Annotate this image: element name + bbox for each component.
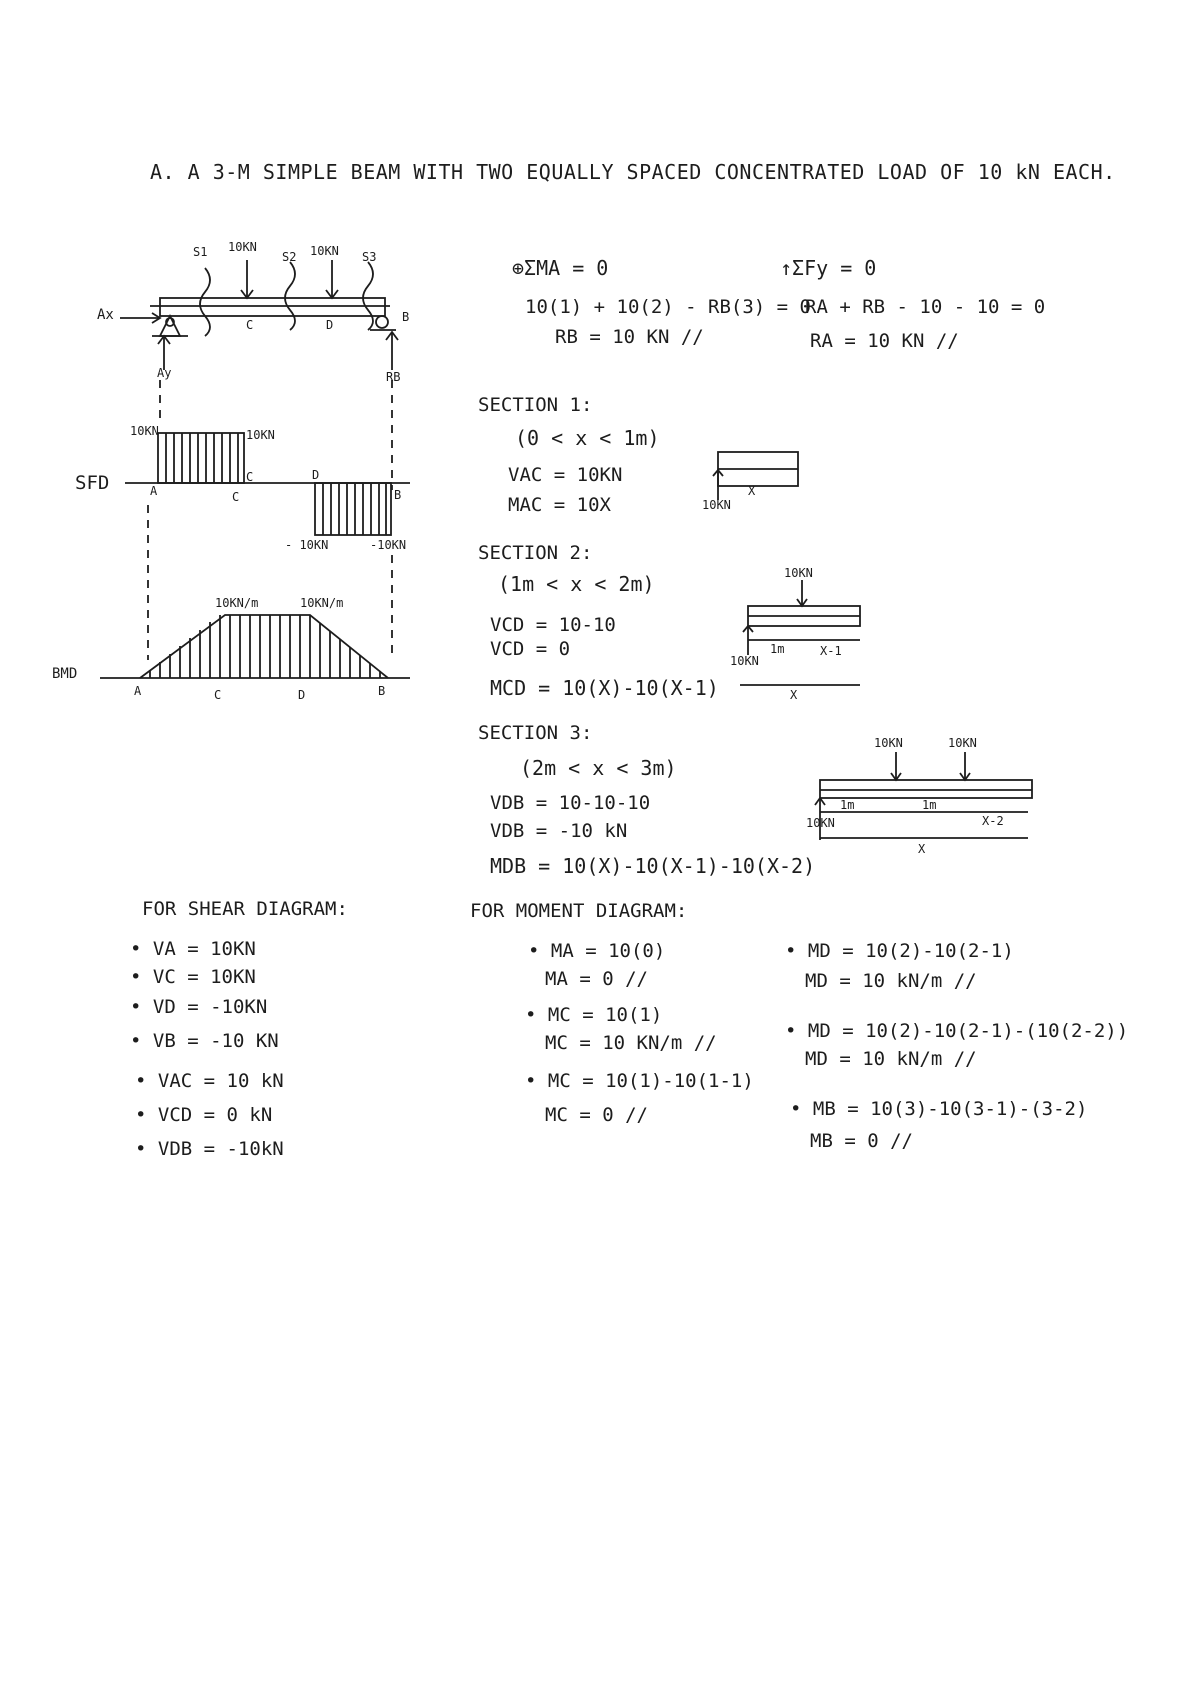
moment-right-4: MD = 10 kN/m // xyxy=(805,1048,977,1070)
fbd2-reaction-label: 10KN xyxy=(730,654,759,668)
moment-left-2: MA = 0 // xyxy=(545,968,648,990)
section-1-shear: VAC = 10KN xyxy=(508,464,623,486)
moment-sum-header: ⊕ΣMA = 0 xyxy=(512,256,609,280)
bmd-point-b: B xyxy=(378,684,386,698)
fbd3-load-2-label: 10KN xyxy=(948,736,977,750)
moment-right-3: • MD = 10(2)-10(2-1)-(10(2-2)) xyxy=(785,1020,1129,1042)
moment-sum-result: RB = 10 KN // xyxy=(555,326,704,348)
section-3-shear-1: VDB = 10-10-10 xyxy=(490,792,651,814)
fbd2-x-label: X xyxy=(790,688,798,702)
sfd-point-c: C xyxy=(232,490,240,504)
section-1-moment: MAC = 10X xyxy=(508,494,611,516)
point-label-d: D xyxy=(326,318,334,332)
shear-item-vd: • VD = -10KN xyxy=(130,996,268,1018)
section-1-range: (0 < x < 1m) xyxy=(515,426,660,450)
fbd3-1m-label: 1m xyxy=(840,798,855,812)
point-label-c: C xyxy=(246,318,254,332)
roller-b xyxy=(376,316,388,328)
section-2-moment: MCD = 10(X)-10(X-1) xyxy=(490,676,719,700)
reaction-label-ax: Ax xyxy=(97,307,114,323)
shear-item-vb: • VB = -10 KN xyxy=(130,1030,279,1052)
page-title: A. A 3-M SIMPLE BEAM WITH TWO EQUALLY SPACED CONCENTRATED LOAD OF 10 kN EACH. xyxy=(150,160,1116,184)
section-1-header: SECTION 1: xyxy=(478,394,593,416)
moment-right-1: • MD = 10(2)-10(2-1) xyxy=(785,940,1014,962)
section-3-header: SECTION 3: xyxy=(478,722,593,744)
moment-sum-equation: 10(1) + 10(2) - RB(3) = 0 xyxy=(525,296,811,318)
moment-right-6: MB = 0 // xyxy=(810,1130,913,1152)
force-sum-equation: RA + RB - 10 - 10 = 0 xyxy=(805,296,1046,318)
load-label-c: 10KN xyxy=(228,240,257,254)
section-label-s3: S3 xyxy=(362,250,377,264)
section-cut-3 xyxy=(363,262,373,330)
shear-item-vdb: • VDB = -10kN xyxy=(135,1138,284,1160)
section-2-header: SECTION 2: xyxy=(478,542,593,564)
shear-list-header: FOR SHEAR DIAGRAM: xyxy=(142,898,348,920)
sfd-hatch xyxy=(166,433,386,535)
shear-item-vc: • VC = 10KN xyxy=(130,966,256,988)
section-2-range: (1m < x < 2m) xyxy=(498,572,655,596)
fbd3-load-1-label: 10KN xyxy=(874,736,903,750)
shear-item-vac: • VAC = 10 kN xyxy=(135,1070,284,1092)
bmd-point-a: A xyxy=(134,684,142,698)
moment-right-2: MD = 10 kN/m // xyxy=(805,970,977,992)
section-cut-1 xyxy=(200,268,210,336)
moment-left-1: • MA = 10(0) xyxy=(528,940,666,962)
beam xyxy=(160,298,385,316)
bmd-label: BMD xyxy=(52,666,78,682)
section-3-moment: MDB = 10(X)-10(X-1)-10(X-2) xyxy=(490,854,816,878)
bmd-peak-left: 10KN/m xyxy=(215,596,259,610)
section-3-shear-2: VDB = -10 kN xyxy=(490,820,628,842)
fbd2-1m-label: 1m xyxy=(770,642,785,656)
reaction-label-rb: RB xyxy=(386,370,401,384)
point-label-b: B xyxy=(402,310,410,324)
shear-item-vcd: • VCD = 0 kN xyxy=(135,1104,273,1126)
sfd-neg-end-value: -10KN xyxy=(370,538,407,552)
sfd-mid-value: 10KN xyxy=(246,428,275,442)
force-sum-header: ↑ΣFy = 0 xyxy=(780,256,877,280)
section-3-range: (2m < x < 3m) xyxy=(520,756,677,780)
section-label-s1: S1 xyxy=(193,245,208,259)
section-cut-2 xyxy=(285,262,295,330)
sfd-point-d: D xyxy=(312,468,320,482)
fbd1-reaction-label: 10KN xyxy=(702,498,731,512)
bmd-peak-right: 10KN/m xyxy=(300,596,344,610)
fbd3-1m-label-2: 1m xyxy=(922,798,937,812)
fbd3-reaction-label: 10KN xyxy=(806,816,835,830)
sfd-label: SFD xyxy=(75,472,110,494)
bmd-hatch xyxy=(150,615,380,678)
sfd-left-value: 10KN xyxy=(130,424,159,438)
section-2-shear-1: VCD = 10-10 xyxy=(490,614,616,636)
fbd2-x1-label: X-1 xyxy=(820,644,842,658)
reaction-label-ay: Ay xyxy=(157,366,172,380)
moment-list-header: FOR MOMENT DIAGRAM: xyxy=(470,900,688,922)
fbd3-beam xyxy=(820,780,1032,798)
sfd-neg-mid-value: - 10KN xyxy=(285,538,329,552)
sfd-positive-block xyxy=(158,433,244,483)
moment-right-5: • MB = 10(3)-10(3-1)-(3-2) xyxy=(790,1098,1088,1120)
force-sum-result: RA = 10 KN // xyxy=(810,330,959,352)
moment-left-6: MC = 0 // xyxy=(545,1104,648,1126)
moment-left-4: MC = 10 KN/m // xyxy=(545,1032,717,1054)
section-label-s2: S2 xyxy=(282,250,297,264)
load-label-d: 10KN xyxy=(310,244,339,258)
fbd3-x2-label: X-2 xyxy=(982,814,1004,828)
shear-item-va: • VA = 10KN xyxy=(130,938,256,960)
bmd-point-c: C xyxy=(214,688,222,702)
fbd1-x-label: X xyxy=(748,484,756,498)
moment-left-5: • MC = 10(1)-10(1-1) xyxy=(525,1070,754,1092)
section-2-shear-2: VCD = 0 xyxy=(490,638,571,660)
fbd3-x-label: X xyxy=(918,842,926,856)
fbd2-load-label: 10KN xyxy=(784,566,813,580)
sfd-point-c2: C xyxy=(246,470,254,484)
moment-left-3: • MC = 10(1) xyxy=(525,1004,663,1026)
sfd-point-a: A xyxy=(150,484,158,498)
sfd-point-b: B xyxy=(394,488,402,502)
bmd-point-d: D xyxy=(298,688,306,702)
